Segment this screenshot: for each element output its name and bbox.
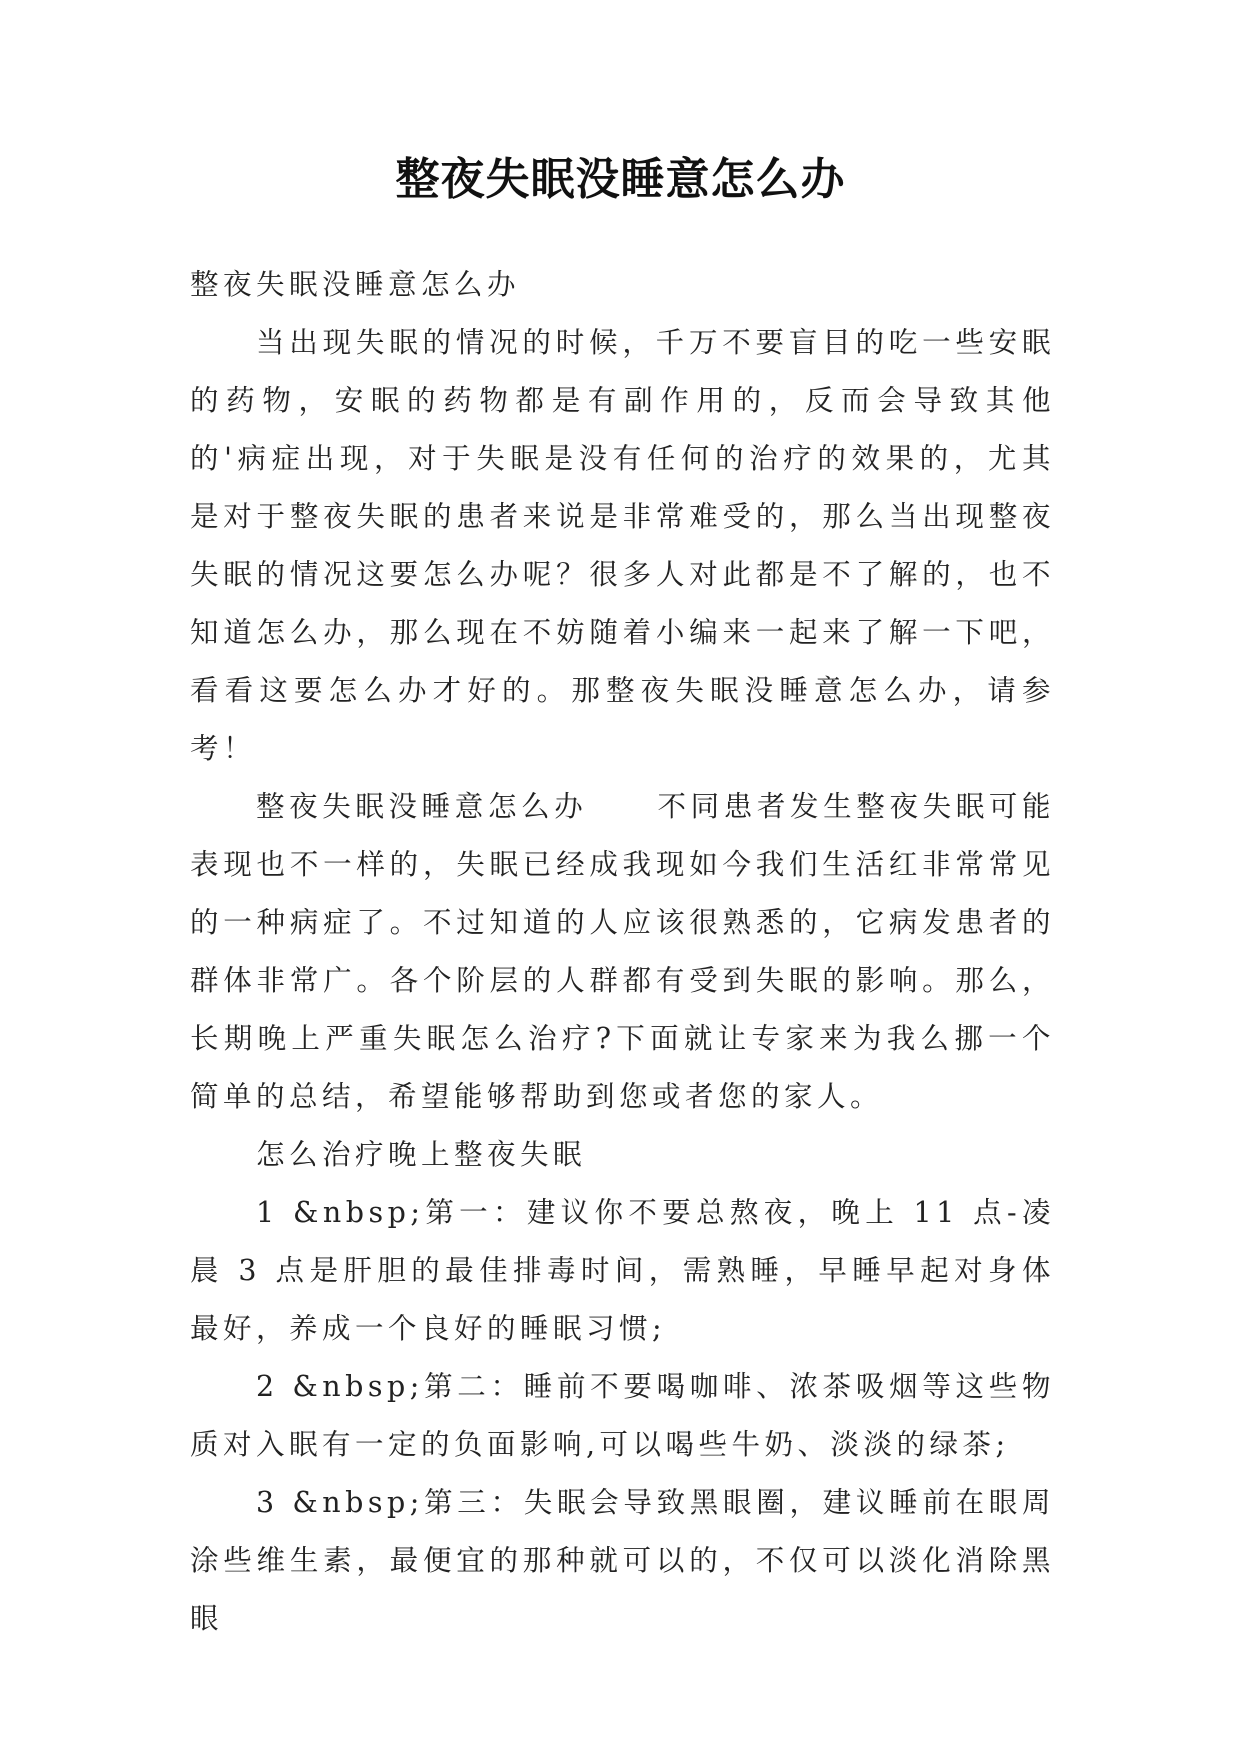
intro-paragraph: 当出现失眠的情况的时候，千万不要盲目的吃一些安眠的药物，安眠的药物都是有副作用的，反而会导致其他的'病症出现，对于失眠是没有任何的治疗的效果的，尤其是对于整夜失眠的患者来说是非常难受的，那么当出现整夜失眠的情况这要怎么办呢？很多人对此都是不了解的，也不知道怎么办，那么现在不妨随着小编来一起来了解一下吧，看看这要怎么办才好的。那整夜失眠没睡意怎么办，请参考！ <box>190 326 1055 765</box>
treatment-subheading: 怎么治疗晚上整夜失眠 <box>256 1138 587 1171</box>
document-title: 整夜失眠没睡意怎么办 <box>395 154 846 205</box>
list-item-2: 2 &nbsp;第二：睡前不要喝咖啡、浓茶吸烟等这些物质对入眠有一定的负面影响,可以喝些牛奶、淡淡的绿茶; <box>190 1370 1055 1461</box>
section-paragraph <box>190 778 1055 1126</box>
document-body <box>190 256 1055 1648</box>
section-text: 不同患者发生整夜失眠可能表现也不一样的，失眠已经成我现如今我们生活红非常常见的一种病症了。不过知道的人应该很熟悉的，它病发患者的群体非常广。各个阶层的人群都有受到失眠的影响。那么，长期晚上严重失眠怎么治疗?下面就让专家来为我么挪一个简单的总结，希望能够帮助到您或者您的家人。 <box>190 790 1055 1113</box>
section-heading: 整夜失眠没睡意怎么办 <box>256 790 588 823</box>
list-item-3: 3 &nbsp;第三：失眠会导致黑眼圈，建议睡前在眼周涂些维生素，最便宜的那种就可以的，不仅可以淡化消除黑眼 <box>190 1486 1055 1635</box>
document-subtitle: 整夜失眠没睡意怎么办 <box>190 268 521 301</box>
list-item-1: 1 &nbsp;第一：建议你不要总熬夜，晚上 11 点-凌晨 3 点是肝胆的最佳排毒时间，需熟睡，早睡早起对身体最好，养成一个良好的睡眠习惯; <box>190 1196 1055 1345</box>
